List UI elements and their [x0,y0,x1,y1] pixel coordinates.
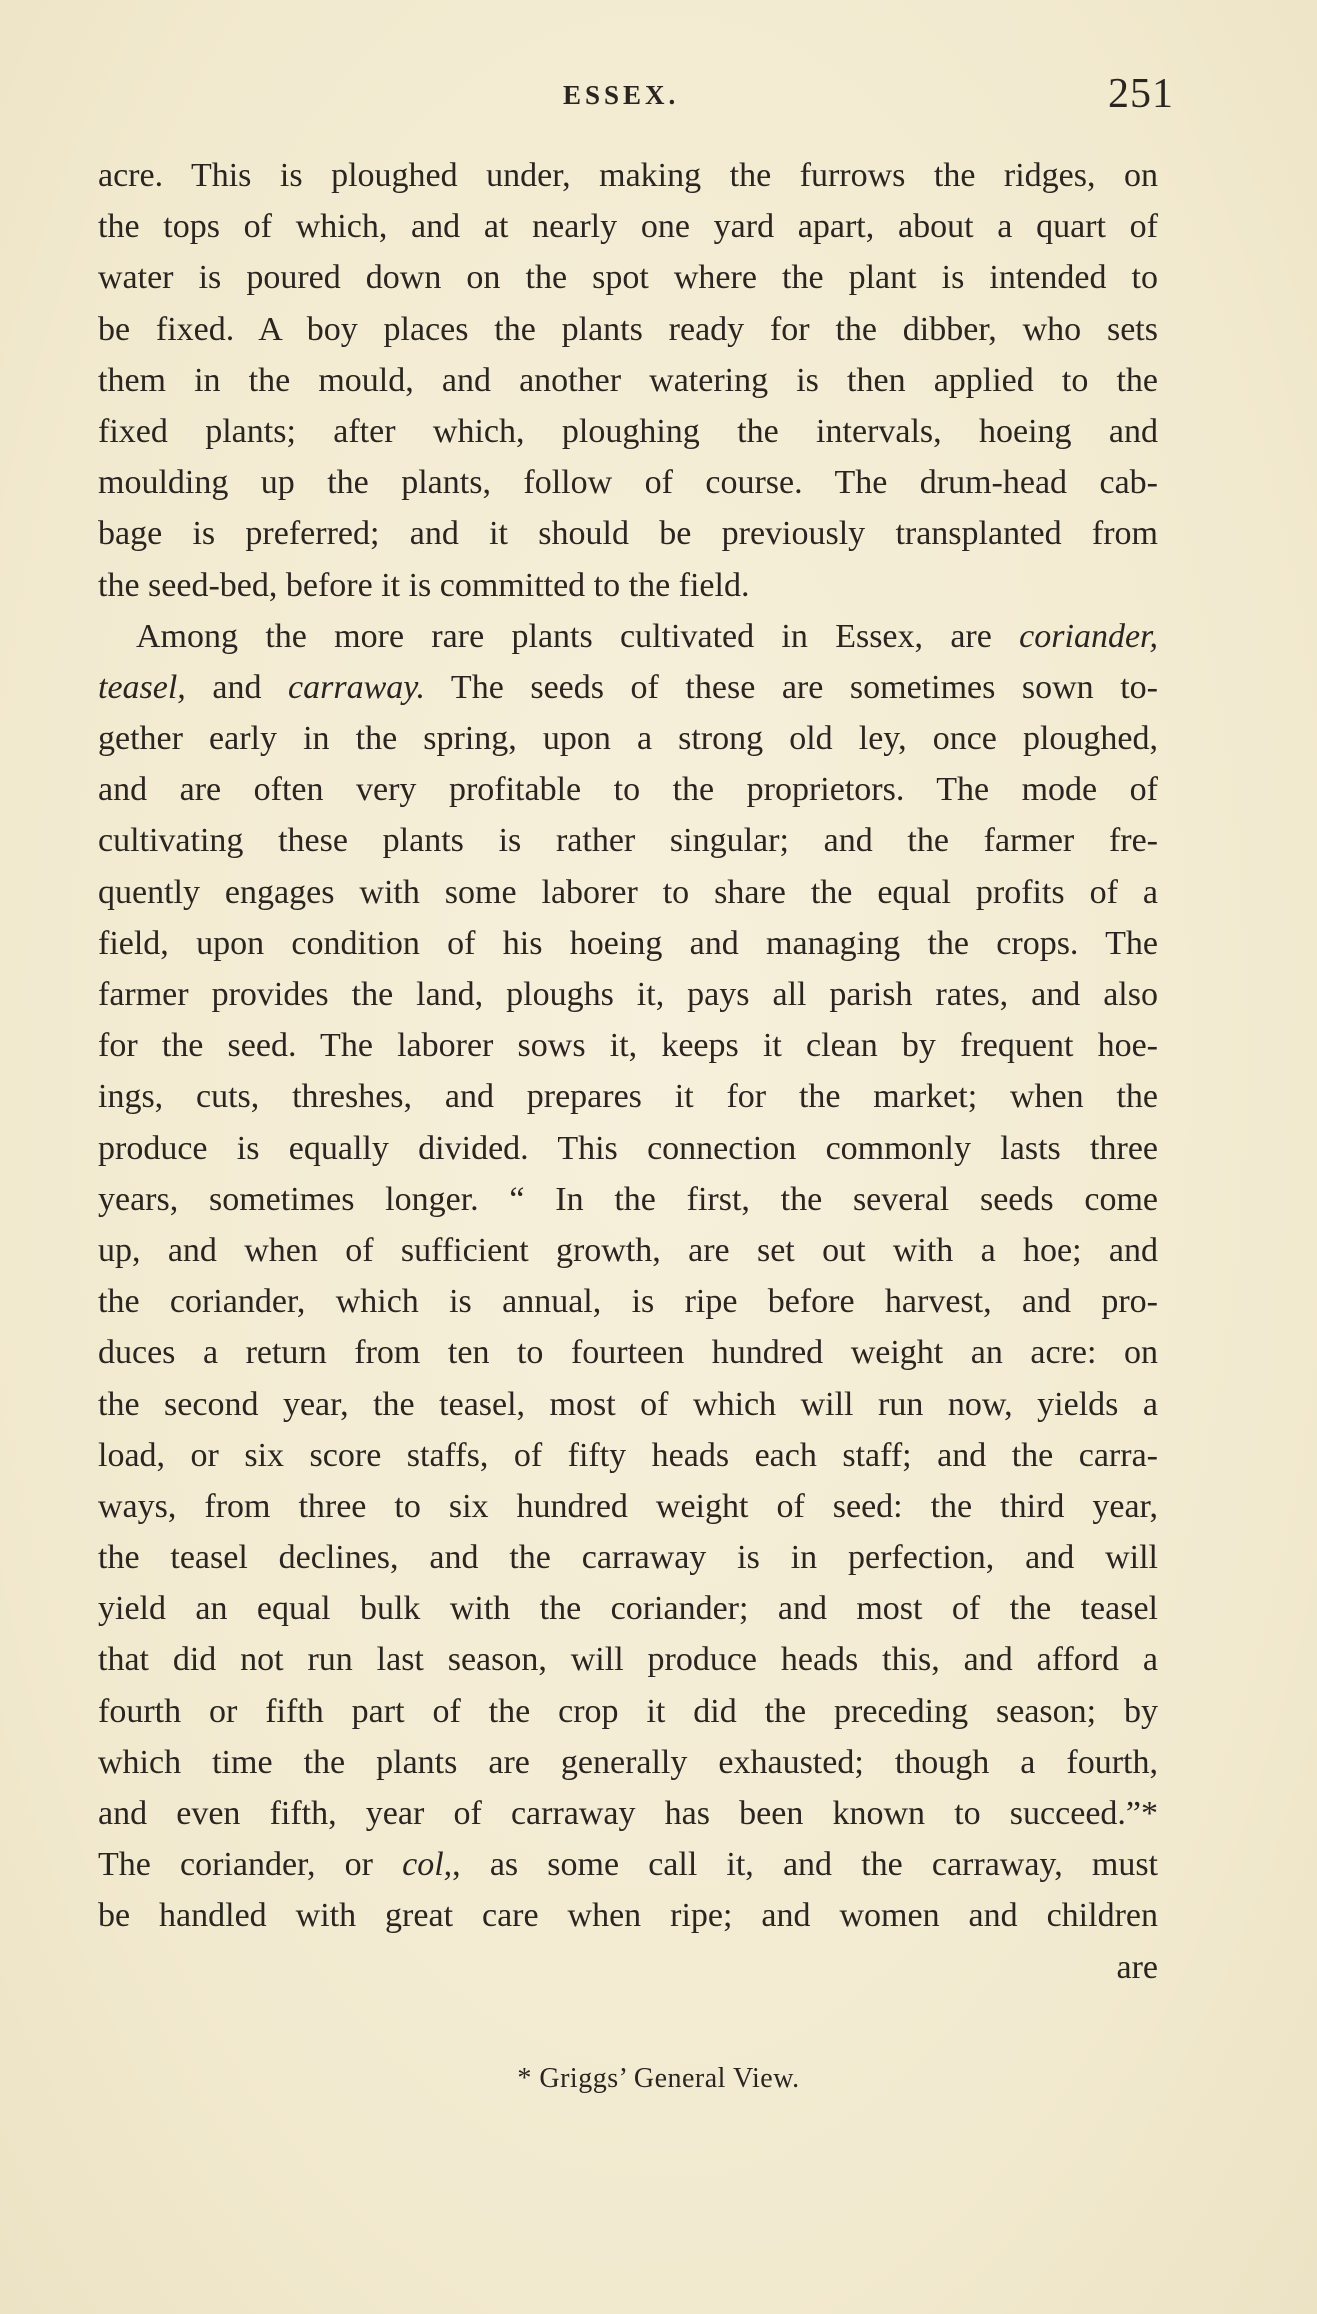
text-line: moulding up the plants, follow of course. The drum-head cab- [98,464,1158,502]
text-line: farmer provides the land, ploughs it, pays all parish rates, and also [98,976,1158,1013]
text-line: cultivating these plants is rather singular; and the farmer fre- [98,822,1158,860]
running-head [0,70,1317,130]
body-text [98,150,1158,1993]
text-run: and [185,668,289,706]
text-line: them in the mould, and another watering is then applied to the [98,361,1158,399]
running-head-title: ESSEX. [563,80,680,110]
text-line: duces a return from ten to fourteen hundred weight an acre: on [98,1334,1158,1372]
text-line: and are often very profitable to the proprietors. The mode of [98,771,1158,809]
italic-term-teasel: teasel, [98,668,186,706]
text-run: The seeds of these are sometimes sown to- [424,668,1159,706]
text-line: and even fifth, year of carraway has been known to succeed.”* [98,1795,1158,1832]
text-line: be handled with great care when ripe; and women and children [98,1897,1158,1935]
catchword: are [1116,1948,1158,1986]
italic-term-col: col, [402,1846,453,1884]
text-line: which time the plants are generally exhausted; though a fourth, [98,1743,1158,1781]
text-line: field, upon condition of his hoeing and managing the crops. The [98,924,1158,962]
text-run: The coriander, or [98,1846,403,1884]
text-run: , as some call it, and the carraway, must [452,1846,1158,1884]
text-run: Among the more rare plants cultivated in Essex, are [136,617,1020,655]
text-line [98,1839,1158,1890]
text-line: water is poured down on the spot where the plant is intended to [98,259,1158,297]
text-line: the coriander, which is annual, is ripe before harvest, and pro- [98,1283,1158,1321]
text-line: the second year, the teasel, most of which will run now, yields a [98,1385,1158,1423]
text-line: gether early in the spring, upon a strong old ley, once ploughed, [98,720,1158,758]
text-line-paragraph-end: the seed-bed, before it is committed to the field. [98,566,750,604]
text-line: that did not run last season, will produce heads this, and afford a [98,1641,1158,1679]
text-line: up, and when of sufficient growth, are set out with a hoe; and [98,1231,1158,1269]
text-line: bage is preferred; and it should be previously transplanted from [98,515,1158,553]
text-line: fourth or fifth part of the crop it did the preceding season; by [98,1692,1158,1730]
text-line: be fixed. A boy places the plants ready for the dibber, who sets [98,310,1158,348]
text-line: ways, from three to six hundred weight of seed: the third year, [98,1487,1158,1525]
text-line: the teasel declines, and the carraway is in perfection, and will [98,1539,1158,1577]
text-line: yield an equal bulk with the coriander; and most of the teasel [98,1590,1158,1628]
page-number: 251 [1108,71,1174,117]
italic-term-coriander: coriander, [1019,617,1158,655]
text-line: produce is equally divided. This connection commonly lasts three [98,1129,1158,1167]
text-line-paragraph-start [98,611,1158,662]
footnote: * Griggs’ General View. [517,2063,800,2094]
text-line: ings, cuts, threshes, and prepares it for the market; when the [98,1078,1158,1116]
text-line: for the seed. The laborer sows it, keeps it clean by frequent hoe- [98,1027,1158,1065]
text-line: the tops of which, and at nearly one yard apart, about a quart of [98,208,1158,246]
text-line: quently engages with some laborer to share the equal profits of a [98,873,1158,911]
text-line: years, sometimes longer. “ In the first, the several seeds come [98,1180,1158,1218]
text-line: acre. This is ploughed under, making the furrows the ridges, on [98,157,1158,194]
text-line: fixed plants; after which, ploughing the intervals, hoeing and [98,412,1158,450]
text-line: load, or six score staffs, of fifty heads each staff; and the carra- [98,1436,1158,1474]
italic-term-carraway: carraway. [288,668,425,706]
text-line [98,662,1158,713]
